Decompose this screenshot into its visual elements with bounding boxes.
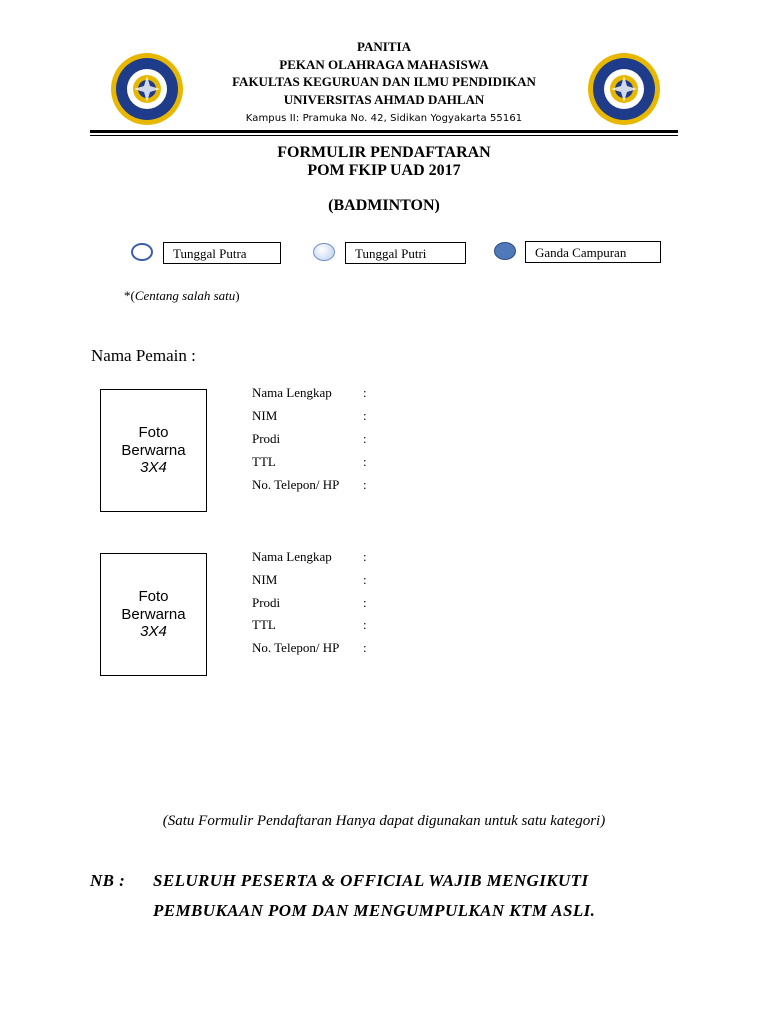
field-colon: : [363,431,367,446]
photo-placeholder-2 [100,553,207,676]
check-note-text: Centang salah satu [134,288,236,303]
check-instruction [124,288,240,304]
field-label: No. Telepon/ HP [252,640,340,655]
field-colon: : [363,549,367,564]
field-label: NIM [252,572,278,587]
field-label: No. Telepon/ HP [252,477,340,492]
field-label: Nama Lengkap [252,549,332,564]
header-divider-thick [90,130,678,133]
photo-label-foto: Foto [138,424,169,442]
one-category-note: (Satu Formulir Pendaftaran Hanya dapat digunakan untuk satu kategori) [162,813,606,829]
field-colon: : [363,640,367,655]
field-colon: : [363,454,367,469]
right-logo [587,52,661,126]
field-colon: : [363,572,367,587]
photo-label-berwarna: Berwarna [121,605,186,623]
field-label: Nama Lengkap [252,385,332,400]
photo-label-size: 3X4 [140,459,167,477]
photo-label-size: 3X4 [140,623,167,641]
letterhead [190,38,578,128]
header-line-event: PEKAN OLAHRAGA MAHASISWA [279,56,489,72]
option-tunggal-putri[interactable]: Tunggal Putri [345,242,466,264]
field-colon: : [363,595,367,610]
form-title: FORMULIR PENDAFTARAN [277,144,491,161]
radio-tunggal-putra[interactable] [131,243,153,261]
field-colon: : [363,385,367,400]
nb-line-2: PEMBUKAAN POM DAN MENGUMPULKAN KTM ASLI. [153,901,596,920]
field-label: TTL [252,454,276,469]
field-colon: : [363,617,367,632]
check-note-suffix: ) [235,288,240,303]
field-label: Prodi [252,595,281,610]
header-line-panitia: PANITIA [357,39,411,54]
field-colon: : [363,408,367,423]
radio-ganda-campuran[interactable] [494,242,516,260]
option-tunggal-putra[interactable]: Tunggal Putra [163,242,281,264]
photo-label-foto: Foto [138,588,169,606]
header-address: Kampus II: Pramuka No. 42, Sidikan Yogyakarta 55161 [245,113,523,124]
form-subtitle: POM FKIP UAD 2017 [307,162,461,179]
left-logo [110,52,184,126]
nb-label: NB : [90,871,126,890]
nb-line-1: SELURUH PESERTA & OFFICIAL WAJIB MENGIKUTI [153,871,589,890]
field-label: TTL [252,617,276,632]
field-colon: : [363,477,367,492]
photo-placeholder-1 [100,389,207,512]
header-line-university: UNIVERSITAS AHMAD DAHLAN [283,91,485,107]
header-divider-thin [90,135,678,136]
photo-label-berwarna: Berwarna [121,441,186,459]
header-line-faculty: FAKULTAS KEGURUAN DAN ILMU PENDIDIKAN [232,74,536,89]
radio-tunggal-putri[interactable] [313,243,335,261]
check-note-prefix: *( [124,288,135,303]
sport-title: (BADMINTON) [328,197,440,214]
players-label: Nama Pemain : [91,346,196,365]
option-ganda-campuran[interactable]: Ganda Campuran [525,241,661,263]
field-label: Prodi [252,431,281,446]
field-label: NIM [252,408,278,423]
